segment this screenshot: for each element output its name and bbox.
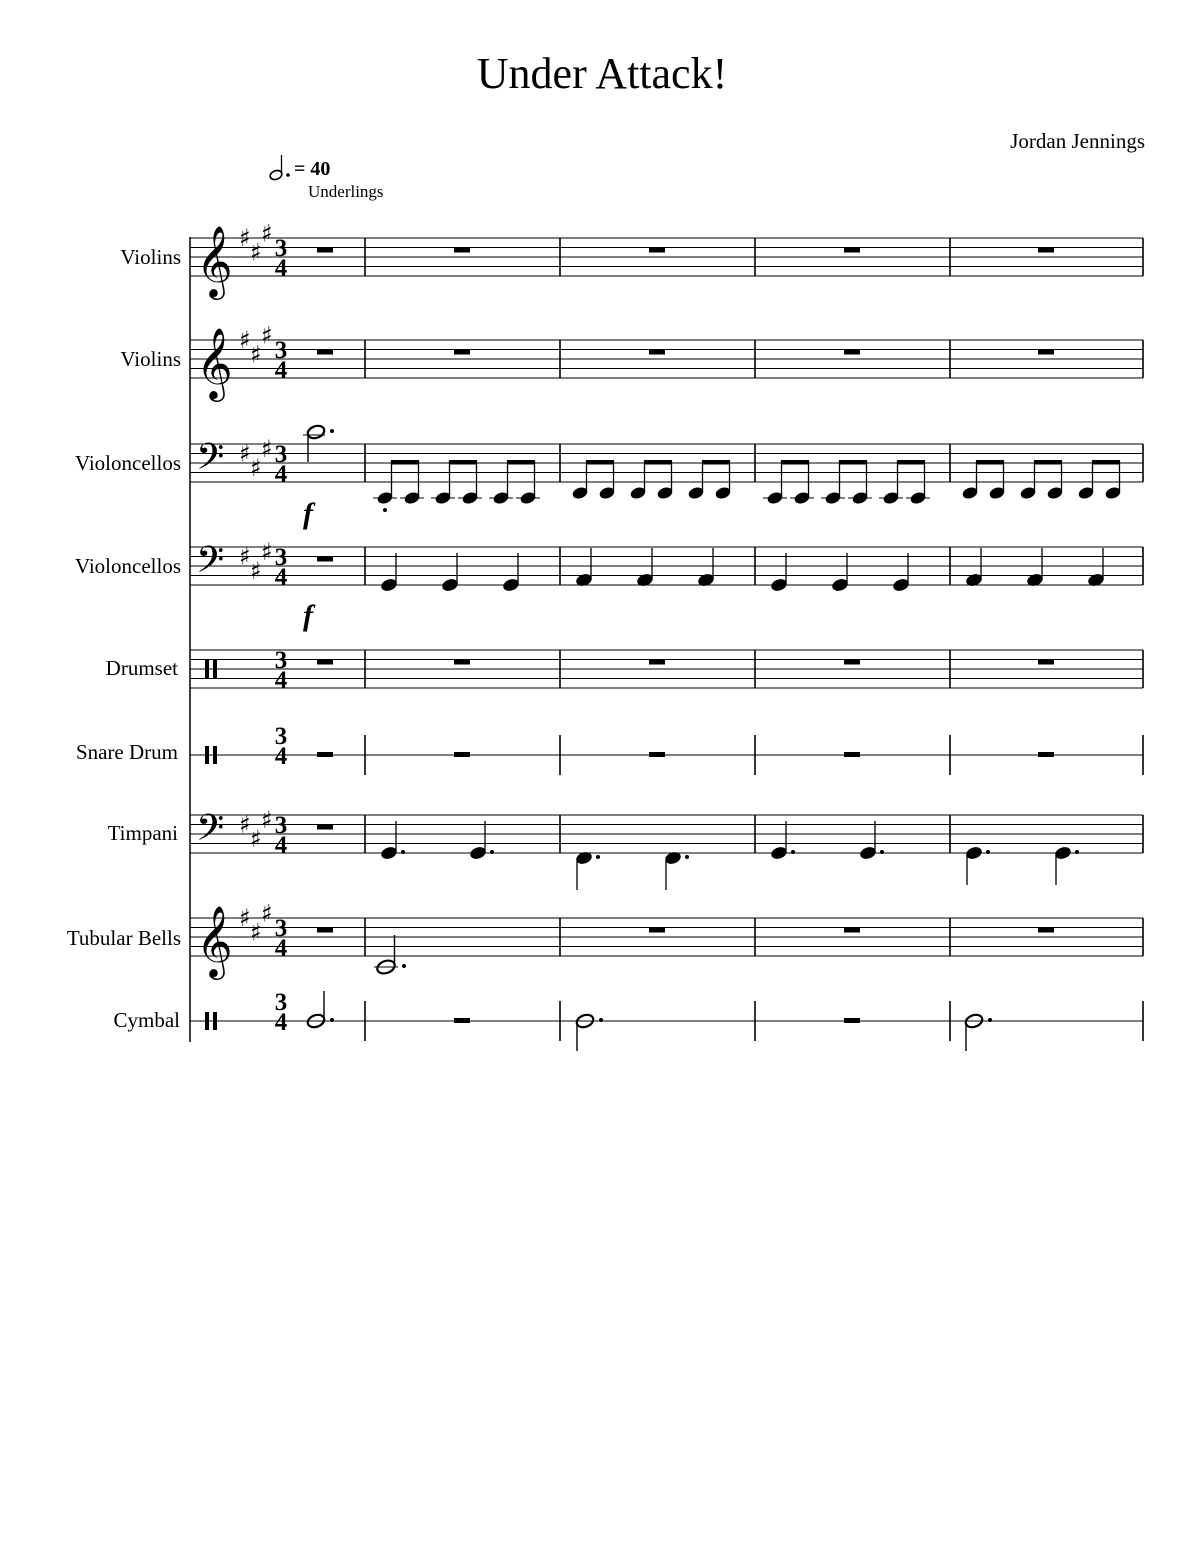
augmentation-dot — [988, 1018, 992, 1022]
staccato-dot — [383, 508, 387, 512]
augmentation-dot — [402, 964, 406, 968]
dynamic-marking: f — [303, 497, 313, 530]
instrument-label: Drumset — [105, 656, 178, 680]
percussion-clef-icon — [205, 660, 209, 678]
instrument-label: Violoncellos — [74, 451, 181, 475]
sharp-icon: ♯ — [250, 824, 262, 853]
sharp-icon: ♯ — [261, 899, 273, 928]
instrument-label: Snare Drum — [75, 740, 178, 764]
sharp-icon: ♯ — [250, 918, 262, 947]
whole-rest — [317, 752, 333, 757]
augmentation-dot — [791, 850, 795, 854]
whole-rest — [454, 660, 470, 665]
whole-rest — [844, 660, 860, 665]
whole-rest — [1038, 752, 1054, 757]
whole-rest — [844, 1018, 860, 1023]
whole-rest — [649, 660, 665, 665]
augmentation-dot — [330, 1018, 334, 1022]
augmentation-dot — [1075, 850, 1079, 854]
time-signature-denominator: 4 — [274, 357, 288, 384]
dynamic-marking: f — [303, 599, 313, 632]
treble-clef-icon: 𝄞 — [196, 224, 233, 297]
time-signature-numerator: 3 — [274, 544, 288, 571]
beam — [976, 460, 1004, 465]
beam — [644, 460, 672, 465]
percussion-clef-icon — [213, 1012, 217, 1030]
augmentation-dot — [599, 1018, 603, 1022]
augmentation-dot — [685, 855, 689, 859]
time-signature-numerator: 3 — [274, 989, 288, 1016]
instrument-label: Violins — [120, 245, 181, 269]
whole-rest — [1038, 660, 1054, 665]
whole-rest — [454, 752, 470, 757]
whole-rest — [317, 825, 333, 830]
treble-clef-icon: 𝄞 — [196, 904, 233, 977]
sharp-icon: ♯ — [239, 904, 251, 932]
augmentation-dot — [596, 855, 600, 859]
whole-rest — [1038, 928, 1054, 933]
time-signature-numerator: 3 — [274, 441, 288, 468]
time-signature-denominator: 4 — [274, 255, 288, 282]
instrument-label: Cymbal — [113, 1008, 180, 1032]
beam — [391, 460, 419, 465]
time-signature-denominator: 4 — [274, 1009, 288, 1036]
beam — [1092, 460, 1120, 465]
whole-rest — [454, 1018, 470, 1023]
time-signature-numerator: 3 — [274, 723, 288, 750]
augmentation-dot — [490, 850, 494, 854]
beam — [897, 460, 925, 465]
sharp-icon: ♯ — [239, 224, 251, 252]
section-label: Underlings — [308, 182, 384, 201]
time-signature-denominator: 4 — [274, 935, 288, 962]
sharp-icon: ♯ — [239, 542, 251, 571]
time-signature-denominator: 4 — [274, 564, 288, 591]
whole-rest — [844, 928, 860, 933]
beam — [1034, 460, 1062, 465]
bass-clef-icon: 𝄢 — [196, 539, 225, 590]
whole-rest — [317, 248, 333, 253]
percussion-clef-icon — [205, 746, 209, 764]
score-title: Under Attack! — [476, 49, 728, 98]
whole-rest — [1038, 350, 1054, 355]
time-signature-denominator: 4 — [274, 743, 288, 770]
sharp-icon: ♯ — [261, 219, 273, 248]
whole-rest — [844, 248, 860, 253]
beam — [586, 460, 614, 465]
staff-group — [190, 219, 1143, 1041]
instrument-label: Tubular Bells — [66, 926, 181, 950]
sharp-icon: ♯ — [250, 453, 262, 482]
whole-rest — [317, 350, 333, 355]
whole-rest — [317, 660, 333, 665]
whole-rest — [649, 350, 665, 355]
beam — [507, 460, 535, 465]
whole-rest — [317, 557, 333, 562]
sharp-icon: ♯ — [250, 556, 262, 585]
whole-rest — [454, 248, 470, 253]
bass-clef-icon: 𝄢 — [196, 436, 225, 487]
augmentation-dot — [401, 850, 405, 854]
time-signature-numerator: 3 — [274, 915, 288, 942]
sharp-icon: ♯ — [239, 326, 251, 354]
tempo-marking — [269, 155, 331, 181]
whole-rest — [844, 350, 860, 355]
time-signature-denominator: 4 — [274, 832, 288, 859]
percussion-clef-icon — [205, 1012, 209, 1030]
instrument-label: Violins — [120, 347, 181, 371]
whole-rest — [317, 928, 333, 933]
percussion-clef-icon — [213, 746, 217, 764]
treble-clef-icon: 𝄞 — [196, 326, 233, 399]
augmentation-dot — [880, 850, 884, 854]
instrument-label: Violoncellos — [74, 554, 181, 578]
beam — [839, 460, 867, 465]
whole-rest — [649, 248, 665, 253]
time-signature-denominator: 4 — [274, 461, 288, 488]
whole-rest — [454, 350, 470, 355]
sharp-icon: ♯ — [261, 434, 273, 463]
composer-name: Jordan Jennings — [1010, 129, 1145, 153]
whole-rest — [1038, 248, 1054, 253]
dotted-half-note — [306, 424, 326, 441]
time-signature-numerator: 3 — [274, 337, 288, 364]
beam — [702, 460, 730, 465]
sharp-icon: ♯ — [239, 810, 251, 839]
beam — [781, 460, 809, 465]
whole-rest — [649, 752, 665, 757]
tempo-value: = 40 — [294, 158, 331, 180]
augmentation-dot — [986, 850, 990, 854]
time-signature-numerator: 3 — [274, 235, 288, 262]
whole-rest — [649, 928, 665, 933]
beam — [449, 460, 477, 465]
sharp-icon: ♯ — [261, 805, 273, 834]
augmentation-dot — [330, 429, 334, 433]
whole-rest — [844, 752, 860, 757]
time-signature-numerator: 3 — [274, 812, 288, 839]
time-signature-numerator: 3 — [274, 647, 288, 674]
sharp-icon: ♯ — [261, 321, 273, 350]
time-signature-denominator: 4 — [274, 667, 288, 694]
sharp-icon: ♯ — [250, 340, 262, 369]
instrument-label: Timpani — [107, 821, 178, 845]
sharp-icon: ♯ — [261, 537, 273, 566]
sharp-icon: ♯ — [250, 238, 262, 267]
sharp-icon: ♯ — [239, 439, 251, 468]
bass-clef-icon: 𝄢 — [196, 807, 225, 858]
percussion-clef-icon — [213, 660, 217, 678]
